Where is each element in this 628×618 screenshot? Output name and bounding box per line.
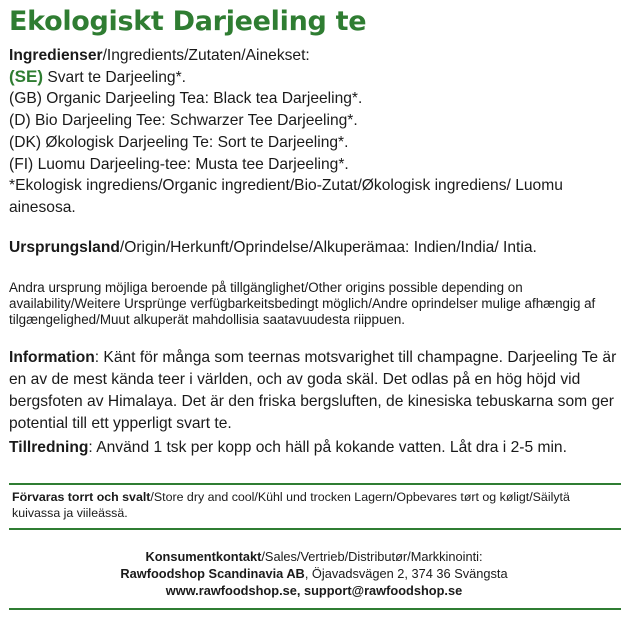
se-code: (SE) [9, 67, 43, 86]
se-text: Svart te Darjeeling*. [43, 69, 187, 86]
contact-company-line [0, 565, 628, 582]
divider-middle [9, 528, 621, 530]
storage-block [12, 489, 618, 521]
contact-web-email: www.rawfoodshop.se, support@rawfoodshop.se [165, 583, 463, 598]
origin-note: Andra ursprung möjliga beroende på tillgänglighet/Other origins possible depending on availability/Weitere Ursprünge verfügbarkeitsbedingt möglich/Andre oprindelser mulige afhængig af tilgængelighed/Muut alkuperät mahdollisia saatavuudesta riippuen. [9, 280, 596, 327]
origin-block [9, 237, 621, 259]
contact-heading: Konsumentkontakt [145, 549, 262, 564]
ingredients-heading: Ingredienser [9, 47, 103, 64]
information-text: : Känt för många som teernas motsvarighet till champagne. Darjeeling Te är en av de mest kända teer i världen, och av goda skäl. Det odlas på en hög höjd vid bergsfoten av Himalaya. Det är den friska bergsluften, de kinesiska tebuskarna som ger potential till ett ypperligt svart te. [9, 349, 617, 432]
contact-address: , Öjavadsvägen 2, 374 36 Svängsta [304, 566, 508, 581]
ingredients-footnote: *Ekologisk ingrediens/Organic ingredient/Bio-Zutat/Økologisk ingrediens/ Luomu ainesosa. [9, 177, 563, 216]
preparation-heading: Tillredning [9, 439, 89, 456]
ingredients-de: (D) Bio Darjeeling Tee: Schwarzer Tee Darjeeling*. [9, 112, 358, 129]
divider-bottom [9, 608, 621, 610]
information-heading: Information [9, 349, 95, 366]
ingredients-dk: (DK) Økologisk Darjeeling Te: Sort te Darjeeling*. [9, 134, 349, 151]
storage-heading: Förvaras torrt och svalt [12, 490, 151, 504]
contact-company: Rawfoodshop Scandinavia AB [120, 566, 305, 581]
information-block [9, 347, 621, 435]
ingredients-se-line [9, 67, 186, 87]
ingredients-gb: (GB) Organic Darjeeling Tea: Black tea Darjeeling*. [9, 90, 363, 107]
contact-heading-rest: /Sales/Vertrieb/Distributør/Markkinointi: [261, 549, 483, 564]
ingredients-fi: (FI) Luomu Darjeeling-tee: Musta tee Darjeeling*. [9, 156, 349, 173]
origin-text: /Origin/Herkunft/Oprindelse/Alkuperämaa: Indien/India/ Intia. [119, 239, 537, 256]
storage-text: /Store dry and cool/Kühl und trocken Lagern/Opbevares tørt og køligt/Säilytä kuivassa ja viileässä. [12, 490, 570, 520]
divider-top [9, 483, 621, 485]
contact-heading-line [0, 548, 628, 565]
ingredients-heading-line [9, 46, 310, 65]
ingredients-heading-rest: /Ingredients/Zutaten/Ainekset: [102, 47, 310, 64]
product-title: Ekologiskt Darjeeling te [9, 6, 367, 37]
preparation-block [9, 437, 621, 459]
preparation-text: : Använd 1 tsk per kopp och häll på kokande vatten. Låt dra i 2-5 min. [88, 439, 567, 456]
origin-heading: Ursprungsland [9, 239, 120, 256]
